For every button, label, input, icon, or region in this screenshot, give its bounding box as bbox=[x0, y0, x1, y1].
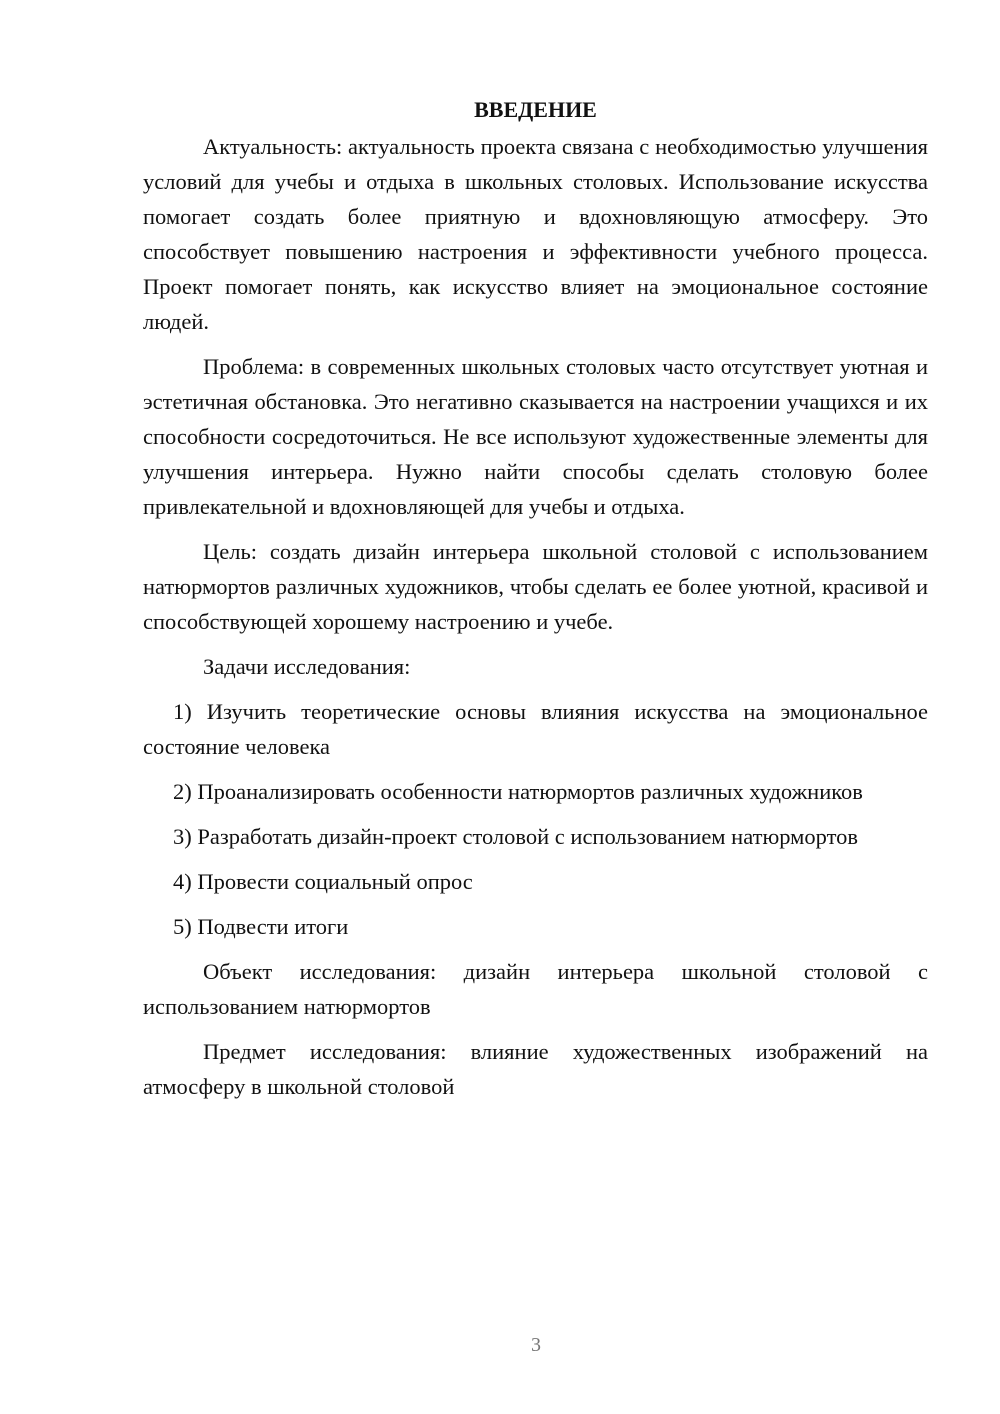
object-paragraph: Объект исследования: дизайн интерьера школьной столовой с использованием натюрмортов bbox=[143, 959, 928, 1019]
task-item-1: 1) Изучить теоретические основы влияния искусства на эмоциональное состояние человека bbox=[143, 699, 928, 759]
page-number: 3 bbox=[531, 1334, 541, 1356]
task-item-4: 4) Провести социальный опрос bbox=[173, 869, 473, 894]
goal-paragraph: Цель: создать дизайн интерьера школьной столовой с использованием натюрмортов различных художников, чтобы сделать ее более уютной, красивой и способствующей хорошему настроению и учебе. bbox=[143, 539, 928, 634]
section-title: ВВЕДЕНИЕ bbox=[474, 97, 597, 122]
tasks-heading: Задачи исследования: bbox=[203, 654, 411, 679]
task-item-5: 5) Подвести итоги bbox=[173, 914, 349, 939]
relevance-paragraph: Актуальность: актуальность проекта связана с необходимостью улучшения условий для учебы и отдыха в школьных столовых. Использование искусства помогает создать более приятную и вдохновляющую атмосферу. Это способствует повышению настроения и эффективности учебного процесса. Проект помогает понять, как искусство влияет на эмоциональное состояние людей. bbox=[143, 134, 928, 334]
document-page bbox=[143, 92, 928, 1104]
task-item-2: 2) Проанализировать особенности натюрмортов различных художников bbox=[173, 779, 863, 804]
task-item-3: 3) Разработать дизайн-проект столовой с использованием натюрмортов bbox=[173, 824, 859, 849]
problem-paragraph: Проблема: в современных школьных столовых часто отсутствует уютная и эстетичная обстановка. Это негативно сказывается на настроении учащихся и их способности сосредоточиться. Не все используют художественные элементы для улучшения интерьера. Нужно найти способы сделать столовую более привлекательной и вдохновляющей для учебы и отдыха. bbox=[143, 354, 928, 519]
subject-paragraph: Предмет исследования: влияние художественных изображений на атмосферу в школьной столовой bbox=[143, 1039, 928, 1099]
